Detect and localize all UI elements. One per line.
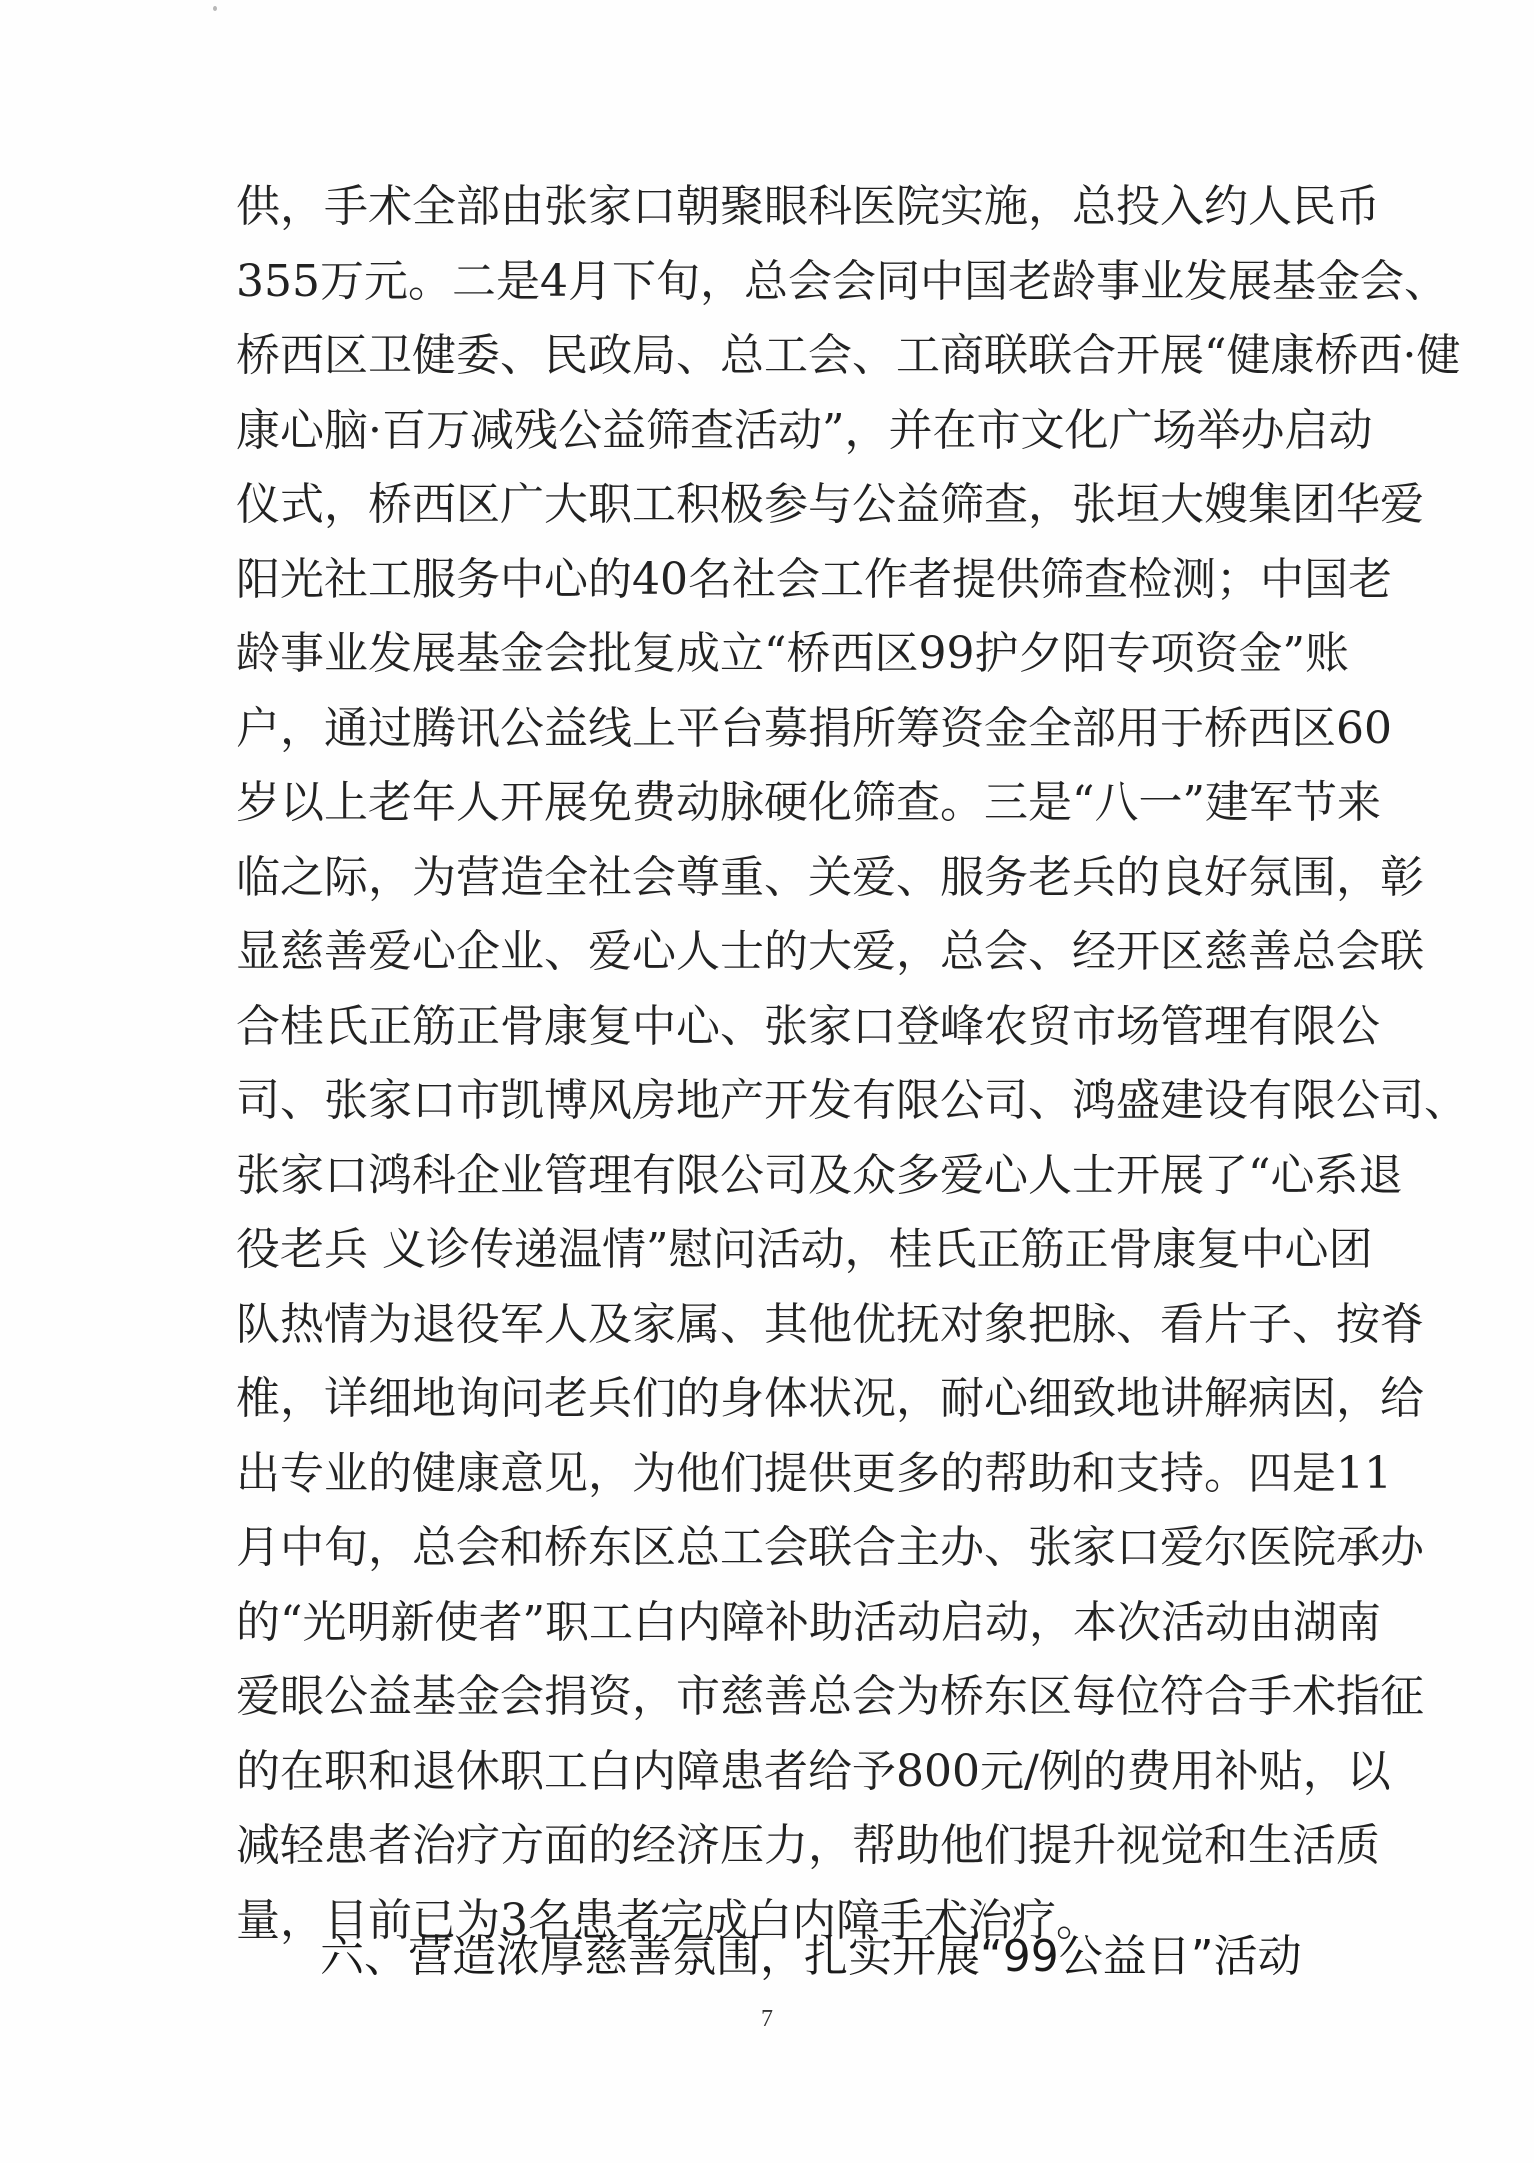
body-line: 龄事业发展基金会批复成立“桥西区99护夕阳专项资金”账 [236,628,1349,679]
body-line: 临之际，为营造全社会尊重、关爱、服务老兵的良好氛围，彰 [236,851,1424,903]
body-line: 仪式，桥西区广大职工积极参与公益筛查，张垣大嫂集团华爱 [236,479,1424,530]
body-line: 椎，详细地询问老兵们的身体状况，耐心细致地讲解病因，给 [236,1373,1424,1424]
scan-speck [213,6,217,11]
body-line: 出专业的健康意见，为他们提供更多的帮助和支持。四是11 [236,1447,1392,1499]
body-line: 供，手术全部由张家口朝聚眼科医院实施，总投入约人民币 [236,181,1380,232]
section-heading: 六、营造浓厚慈善氛围，扎实开展“99公益日”活动 [320,1931,1302,1982]
body-line: 月中旬，总会和桥东区总工会联合主办、张家口爱尔医院承办 [236,1522,1424,1573]
body-line: 役老兵 义诊传递温情”慰问活动，桂氏正筋正骨康复中心团 [236,1224,1373,1275]
body-line: 阳光社工服务中心的40名社会工作者提供筛查检测；中国老 [236,553,1392,605]
body-paragraph [236,170,1468,1958]
body-line: 岁以上老年人开展免费动脉硬化筛查。三是“八一”建军节来 [236,777,1381,828]
body-line: 桥西区卫健委、民政局、总工会、工商联联合开展“健康桥西·健 [236,330,1461,381]
body-line: 显慈善爱心企业、爱心人士的大爱，总会、经开区慈善总会联 [236,926,1424,977]
body-line: 队热情为退役军人及家属、其他优抚对象把脉、看片子、按脊 [236,1298,1424,1350]
body-line: 司、张家口市凯博风房地产开发有限公司、鸿盛建设有限公司、 [236,1075,1468,1126]
page-number: 7 [761,2006,773,2032]
body-line: 张家口鸿科企业管理有限公司及众多爱心人士开展了“心系退 [236,1149,1403,1201]
body-line: 355万元。二是4月下旬，总会会同中国老龄事业发展基金会、 [236,255,1448,307]
body-line: 户，通过腾讯公益线上平台募捐所筹资金全部用于桥西区60 [236,702,1392,754]
body-line: 减轻患者治疗方面的经济压力，帮助他们提升视觉和生活质 [236,1820,1380,1871]
body-line: 的在职和退休职工白内障患者给予800元/例的费用补贴，以 [236,1745,1391,1797]
body-line: 的“光明新使者”职工白内障补助活动启动，本次活动由湖南 [236,1596,1381,1648]
body-line: 合桂氏正筋正骨康复中心、张家口登峰农贸市场管理有限公 [236,1000,1380,1052]
body-line: 康心脑·百万减残公益筛查活动”，并在市文化广场举办启动 [236,404,1373,456]
body-line-last: 量，目前已为3名患者完成白内障手术治疗。 [236,1894,1100,1946]
body-line: 爱眼公益基金会捐资，市慈善总会为桥东区每位符合手术指征 [236,1671,1424,1722]
